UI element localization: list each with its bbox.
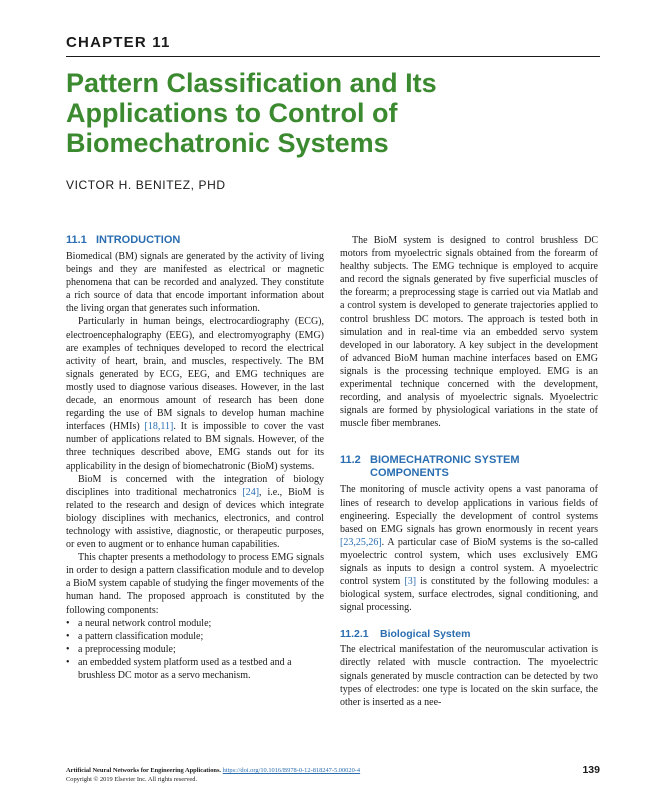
- list-item: • a neural network control module;: [66, 617, 324, 630]
- list-item: • a pattern classification module;: [66, 630, 324, 643]
- doi-link[interactable]: https://doi.org/10.1016/B978-0-12-818247-5.00020-4: [222, 767, 361, 774]
- left-column: [66, 234, 324, 682]
- text-run: . A particular case of BioM systems is the so-called myoelectric control system, which uses exclusively EMG signals as inputs to design a control system. A myoelectric control system: [340, 536, 598, 588]
- text-run: . It is impossible to cover the vast number of applications related to BM signals. However, of the three techniques described above, EMG stands out for its applicability in the design of biomechatronic (BioM) systems.: [66, 421, 324, 472]
- text-run: BioM is concerned with the integration of biology disciplines into traditional mechatronics: [66, 473, 324, 498]
- section-title: BIOMECHATRONIC SYSTEM: [370, 454, 520, 467]
- intro-paragraph-5: The BioM system is designed to control brushless DC motors from myoelectric signals obtained from the forearm of healthy subjects. The EMG technique is employed to acquire and record the signals generated by five superficial muscles of the forearm; a preprocessing stage is carried out via Matlab and a control system is developed to generate trajectories applied to control brushless DC motors. The approach is tested both in simulation and in real-time via an embedded servo system developed in our laboratory. A key subject in the development of advanced BioM human machine interfaces based on EMG signals is the processing technique employed. EMG is an experimental technique concerned with the development, recording, and analysis of myoelectric signals. Myoelectric signals are formed by physiological variations in the state of muscle fiber membranes.: [340, 235, 598, 430]
- citation-link[interactable]: [24]: [242, 486, 260, 498]
- chapter-title: Pattern Classification and Its Applications to Control of Biomechatronic Systems: [66, 68, 437, 158]
- book-title: Artificial Neural Networks for Engineering Applications.: [66, 767, 222, 774]
- citation-link[interactable]: [23,25,26]: [340, 536, 382, 548]
- list-item: • an embedded system platform used as a testbed and a brushless DC motor as a servo mechanism.: [66, 656, 324, 682]
- section-heading-introduction: [66, 234, 324, 247]
- subsection-number: 11.2.1: [340, 628, 369, 641]
- chapter-rule: [66, 56, 600, 57]
- author-name: VICTOR H. BENITEZ, PHD: [66, 178, 226, 192]
- component-list: [66, 617, 324, 682]
- intro-paragraph-3: [66, 473, 324, 552]
- subsection-title: Biological System: [380, 628, 471, 641]
- section-heading-components: [340, 454, 598, 480]
- page-number: 139: [582, 764, 600, 776]
- section-title-continued: COMPONENTS: [370, 467, 449, 480]
- section-number: 11.1: [66, 234, 87, 246]
- biological-paragraph-1: The electrical manifestation of the neuromuscular activation is directly related with muscle contraction. The myoelectric signals generated by muscle contraction can be detected by two types of electrodes: one type is located on the skin surface, the other is inserted as a nee-: [340, 644, 598, 708]
- text-run: is constituted by the following modules: a biological system, surface electrodes, signal conditioning, and signal processing.: [340, 576, 598, 614]
- intro-paragraph-2: [66, 315, 324, 472]
- citation-link[interactable]: [3]: [404, 576, 417, 588]
- text-run: , i.e., BioM is related to the research and design of devices which integrate biology disciplines with mechanics, electronics, and control technology with assistive, diagnostic, or therapeutic purposes, or even to augment or to enhance human capabilities.: [66, 486, 324, 551]
- list-item: • a preprocessing module;: [66, 643, 324, 656]
- right-column: [340, 234, 598, 709]
- text-run: The monitoring of muscle activity opens a vast panorama of lines of research to develop applications in various fields of engineering. Especially the development of control systems based on EMG signals has grown enormously in recent years: [340, 484, 598, 535]
- text-run: Particularly in human beings, electrocardiography (ECG), electroencephalography (EEG), and electromyography (EMG) are examples of techniques developed to record the electrical activity of heart, brain, and muscles, respectively. The BM signals generated by ECG, EEG, and EMG techniques are mostly used to diagnose various diseases. However, in the last decade, an enormous amount of research has been done regarding the use of BM signals to develop human machine interfaces (HMIs): [66, 316, 324, 433]
- section-number: 11.2: [340, 454, 361, 467]
- citation-link[interactable]: [18,11]: [144, 421, 174, 433]
- chapter-label: CHAPTER 11: [66, 34, 171, 51]
- components-paragraph-1: [340, 483, 598, 614]
- section-title: INTRODUCTION: [96, 234, 181, 246]
- page-footer: [66, 766, 526, 784]
- subsection-heading-biological-system: [340, 628, 598, 641]
- intro-paragraph-1: Biomedical (BM) signals are generated by the activity of living beings and they are manifested as electrical or magnetic phenomena that can be recorded and analyzed. They constitute a rich source of data that encode important information about the living organ that generates such information.: [66, 251, 324, 315]
- copyright-notice: Copyright © 2019 Elsevier Inc. All rights reserved.: [66, 776, 198, 783]
- intro-paragraph-4: This chapter presents a methodology to process EMG signals in order to design a pattern classification module and to develop a BioM system capable of studying the finger movements of the human hand. The proposed approach is constituted by the following components:: [66, 552, 324, 616]
